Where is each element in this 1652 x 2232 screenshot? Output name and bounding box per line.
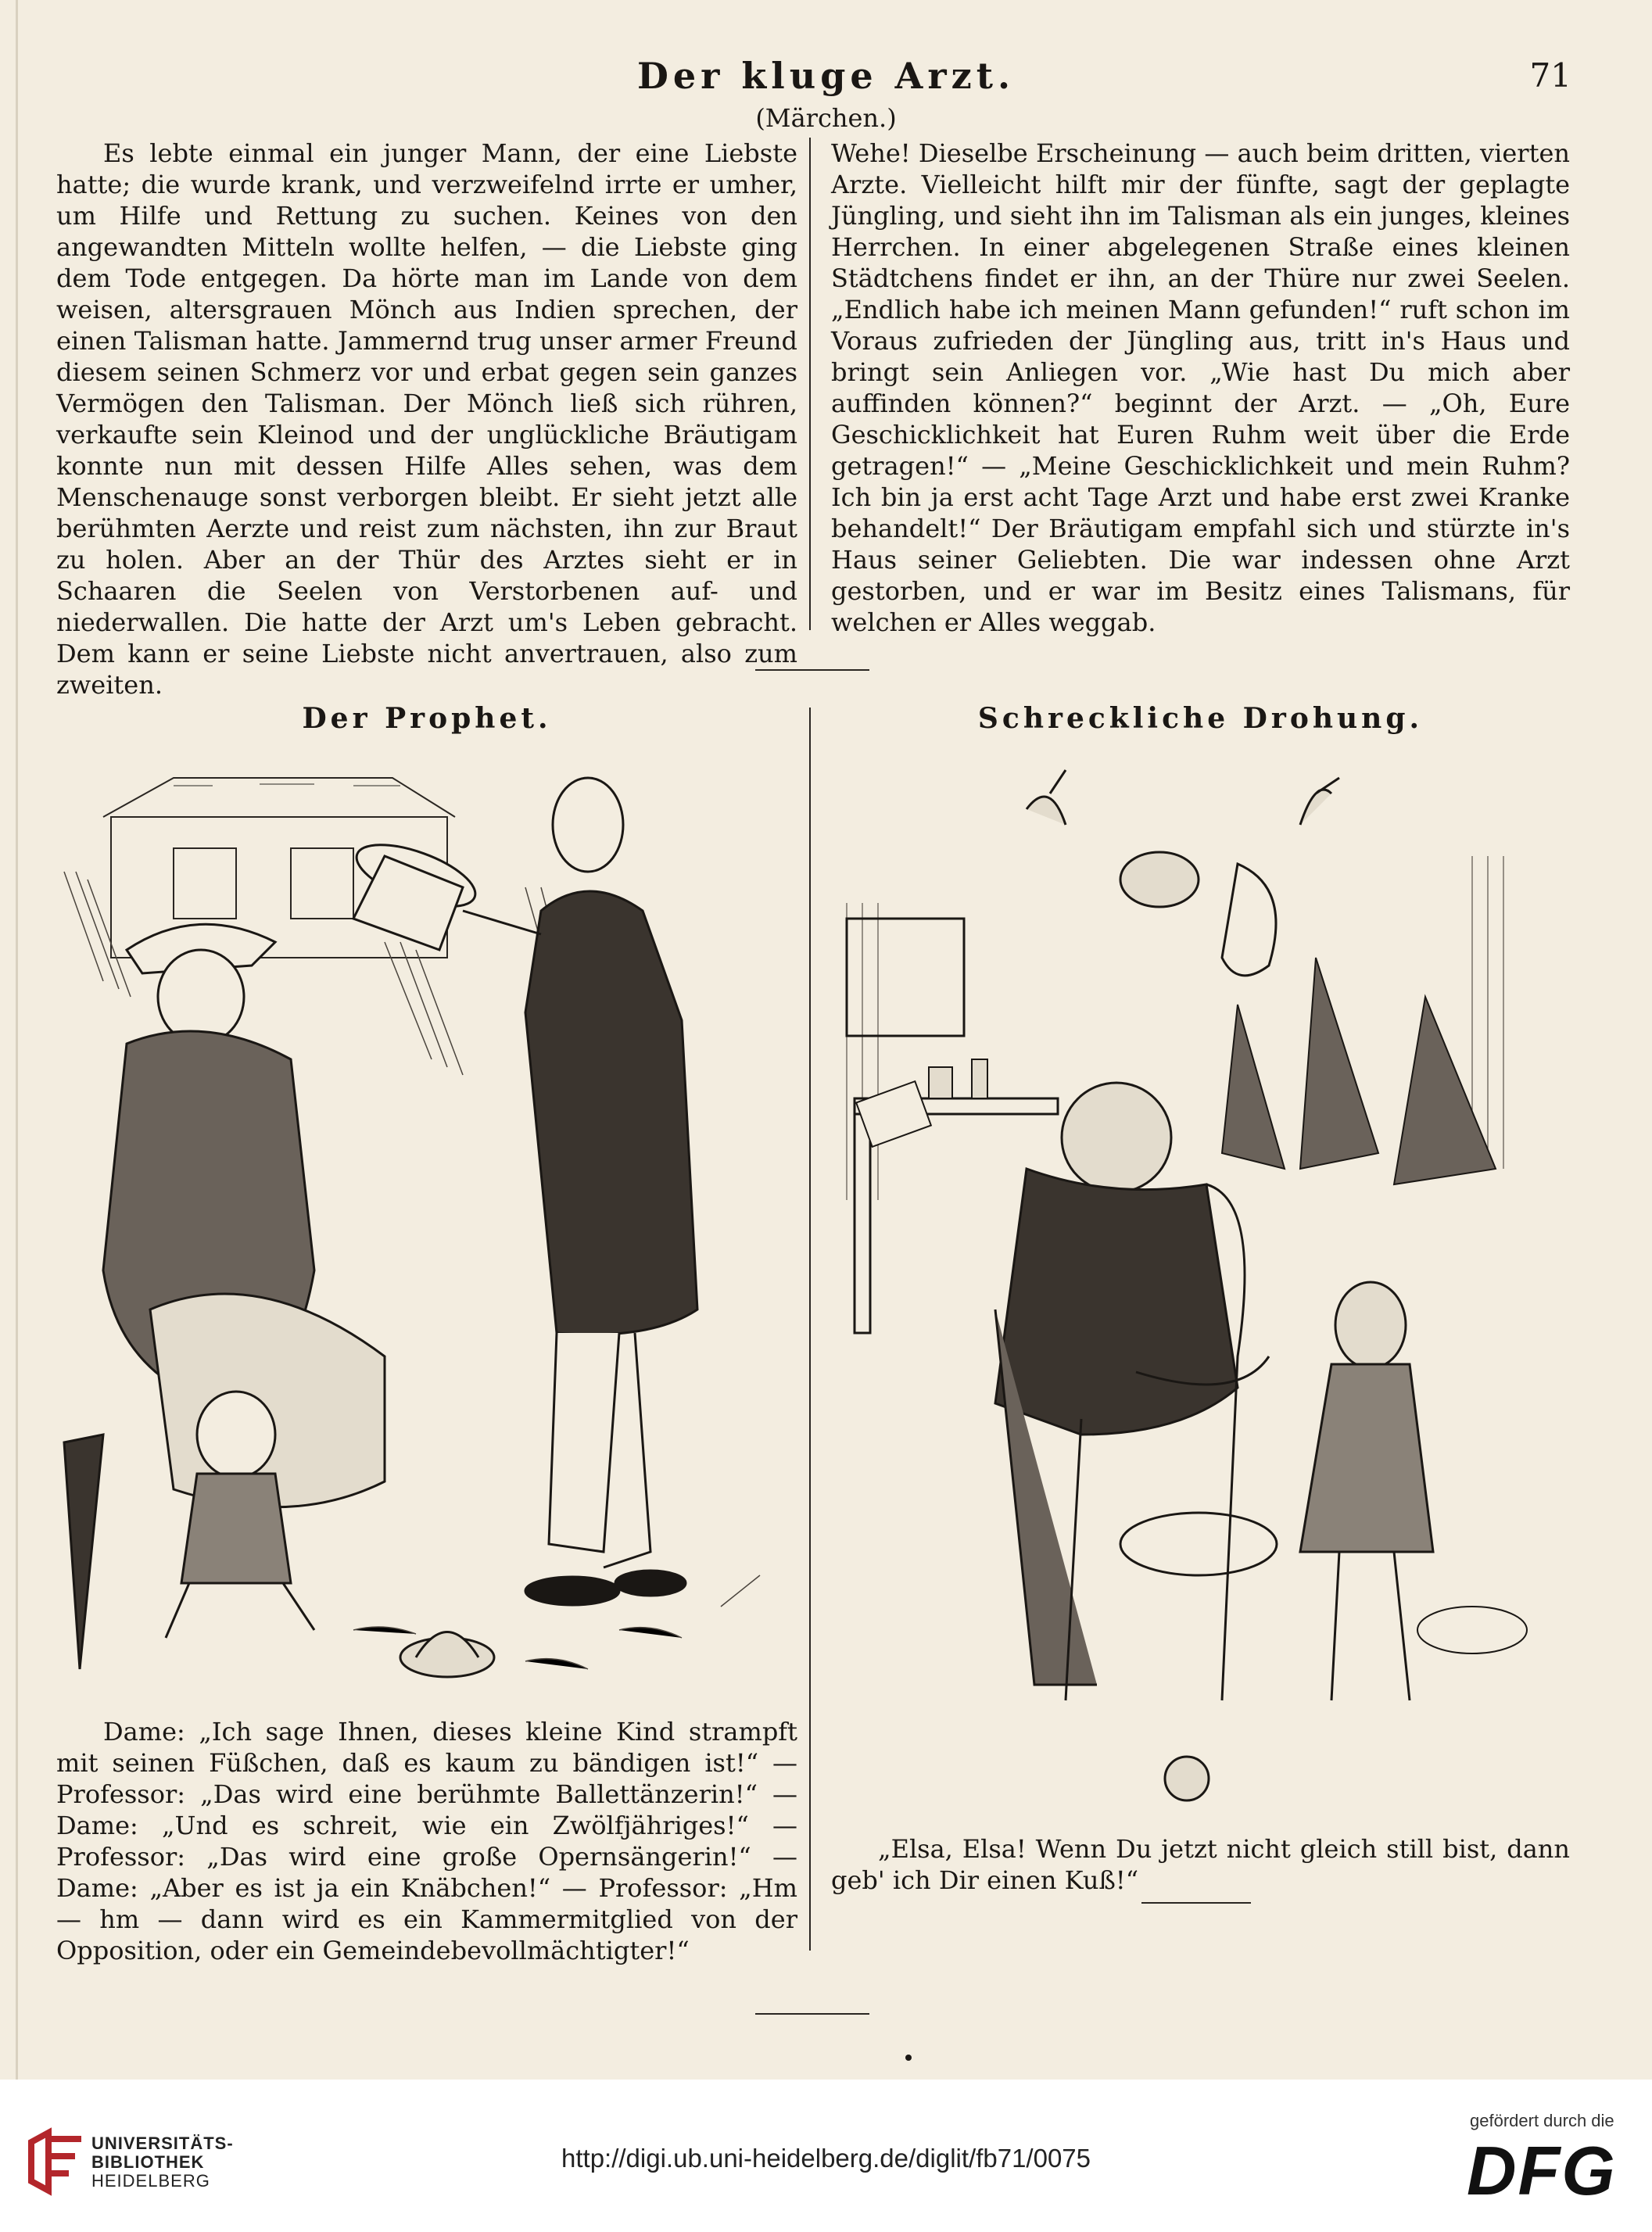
prophet-illustration — [56, 762, 797, 1716]
story-column-left — [56, 138, 797, 700]
section-title-prophet: Der Prophet. — [302, 702, 552, 735]
dfg-logo: DFG — [1467, 2132, 1617, 2209]
library-name-line3: HEIDELBERG — [91, 2171, 210, 2191]
caption-threat — [831, 1833, 1570, 1896]
footer-bar — [0, 2080, 1652, 2232]
library-name-line1: UNIVERSITÄTS- — [91, 2133, 234, 2153]
permalink-url[interactable]: http://digi.ub.uni-heidelberg.de/diglit/fb71/0075 — [561, 2144, 1091, 2173]
caption-threat-rule — [1141, 1902, 1251, 1904]
page-dot — [905, 2055, 912, 2061]
page-subtitle: (Märchen.) — [755, 103, 897, 133]
story-column-right — [831, 138, 1570, 638]
column-divider-bottom — [809, 708, 811, 1951]
threat-illustration — [831, 762, 1570, 1818]
story-text-right: Wehe! Dieselbe Erscheinung — auch beim dritten, vierten Arzte. Vielleicht hilft mir der fünfte, sagt der geplagte Jüngling, und sieht ihn im Talisman als ein junges, kleines Herrchen. In einer abgelegenen Straße eines kleinen Städtchens findet er ihn, an der Thüre nur zwei Seelen. „Endlich habe ich meinen Mann gefunden!“ ruft schon im Voraus zufrieden der Jüngling aus, tritt in's Haus und bringt sein Anliegen vor. „Wie hast Du mich aber auffinden können?“ beginnt der Arzt. — „Oh, Eure Geschicklichkeit hat Euren Ruhm weit über die Erde getragen!“ — „Meine Geschicklichkeit und mein Ruhm? Ich bin ja erst acht Tage Arzt und habe erst zwei Kranke behandelt!“ Der Bräutigam empfahl sich und stürzte in's Haus seiner Geliebten. Die war indessen ohne Arzt gestorben, und er war im Besitz eines Talismans, für welchen er Alles weggab. — [831, 138, 1570, 637]
page-number: 71 — [1529, 56, 1571, 95]
library-name-line2: BIBLIOTHEK — [91, 2152, 205, 2172]
funder-label: gefördert durch die — [1470, 2111, 1614, 2130]
page-title: Der kluge Arzt. — [637, 55, 1015, 97]
column-divider-top — [809, 138, 811, 630]
caption-threat-text: „Elsa, Elsa! Wenn Du jetzt nicht gleich still bist, dann geb' ich Dir einen Kuß!“ — [831, 1834, 1570, 1895]
end-rule — [755, 2013, 869, 2015]
story-text-left: Es lebte einmal ein junger Mann, der eine Liebste hatte; die wurde krank, und verzweifelnd irrte er umher, um Hilfe und Rettung zu suchen. Keines von den angewandten Mitteln wollte helfen, — die Liebste ging dem Tode entgegen. Da hörte man im Lande von dem weisen, altersgrauen Mönch aus Indien sprechen, der einen Talisman hatte. Jammernd trug unser armer Freund diesem seinen Schmerz vor und erbat gegen sein ganzes Vermögen den Talisman. Der Mönch ließ sich rühren, verkaufte sein Kleinod und der unglückliche Bräutigam konnte nun mit dessen Hilfe Alles sehen, was dem Menschenauge sonst verborgen bleibt. Er sieht jetzt alle berühmten Aerzte und reist zum nächsten, ihn zur Braut zu holen. Aber an der Thür des Arztes sieht er in Schaaren die Seelen von Verstorbenen auf- und niederwallen. Die hatte der Arzt um's Leben gebracht. Dem kann er seine Liebste nicht anvertrauen, also zum zweiten. — [56, 138, 797, 700]
caption-prophet — [56, 1716, 797, 1966]
section-title-threat: Schreckliche Drohung. — [977, 702, 1424, 735]
caption-prophet-text: Dame: „Ich sage Ihnen, dieses kleine Kind strampft mit seinen Füßchen, daß es kaum zu bändigen ist!“ — Professor: „Das wird eine berühmte Ballettänzerin!“ — Dame: „Und es schreit, wie ein Zwölfjähriges!“ — Professor: „Das wird eine große Opernsängerin!“ — Dame: „Aber es ist ja ein Knäbchen!“ — Professor: „Hm — hm — dann wird es ein Kammermitglied von der Opposition, oder ein Gemeindebevollmächtigter!“ — [56, 1717, 797, 1965]
section-separator — [755, 669, 869, 671]
